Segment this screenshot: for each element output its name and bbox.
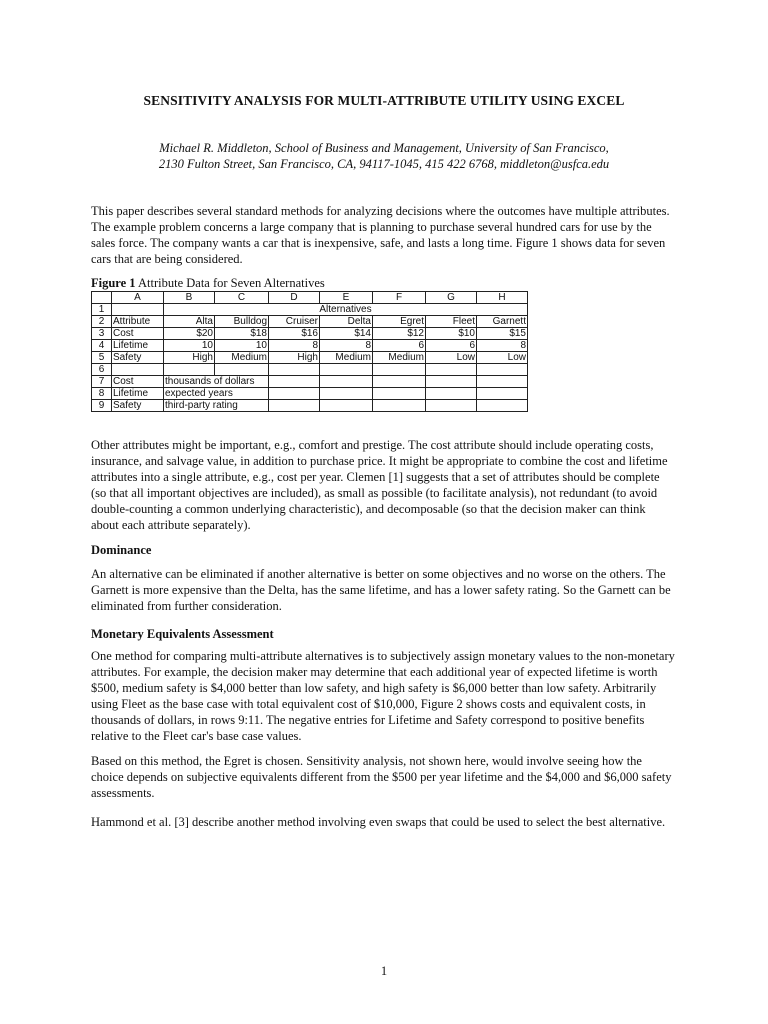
- cell: [320, 376, 373, 388]
- cell: [320, 388, 373, 400]
- cell: Attribute: [112, 316, 164, 328]
- row-number: 5: [92, 352, 112, 364]
- dominance-paragraph: [91, 566, 681, 614]
- egret-paragraph: [91, 753, 681, 801]
- unit-cell: expected years: [164, 388, 269, 400]
- text-line: Hammond et al. [3] describe another method involving even swaps that could be used to select the best alternative.: [91, 815, 666, 829]
- text-line: Other attributes might be important, e.g., comfort and prestige. The cost attribute should include operating costs,: [91, 438, 654, 452]
- unit-cell: thousands of dollars: [164, 376, 269, 388]
- cell: 8: [477, 340, 528, 352]
- table-row: [92, 328, 528, 340]
- cell: Cost: [112, 328, 164, 340]
- intro-paragraph: [91, 203, 681, 267]
- row-number: 6: [92, 364, 112, 376]
- cell: [477, 364, 528, 376]
- row-number: 7: [92, 376, 112, 388]
- cell: $18: [215, 328, 269, 340]
- table-row: [92, 352, 528, 364]
- row-number: 2: [92, 316, 112, 328]
- column-header: E: [320, 292, 373, 304]
- unit-cell: third-party rating: [164, 400, 269, 412]
- text-line: (so that all important objectives are included), as small as possible (to facilitate analysis), not redundant (to avoid: [91, 486, 658, 500]
- cell: 8: [320, 340, 373, 352]
- attributes-paragraph: [91, 437, 681, 533]
- cell: [426, 400, 477, 412]
- cell: High: [164, 352, 215, 364]
- cell: [215, 364, 269, 376]
- cell: [269, 364, 320, 376]
- text-line: using Fleet as the base case with total equivalent cost of $10,000, Figure 2 shows costs and equivalent costs, in: [91, 697, 646, 711]
- author-address: 2130 Fulton Street, San Francisco, CA, 94117-1045, 415 422 6768, middleton@usfca.edu: [158, 157, 610, 171]
- cell: Medium: [320, 352, 373, 364]
- cell: 10: [164, 340, 215, 352]
- column-header: D: [269, 292, 320, 304]
- cell: Medium: [215, 352, 269, 364]
- section-heading-dominance: Dominance: [91, 543, 152, 557]
- paper-title: SENSITIVITY ANALYSIS FOR MULTI-ATTRIBUTE UTILITY USING EXCEL: [143, 93, 625, 108]
- text-line: double-counting a common underlying characteristic), and decomposable (so that the decision maker can think: [91, 502, 646, 516]
- text-line: $500, medium safety is $4,000 better than low safety, and high safety is $6,000 better than low safety. Arbitrarily: [91, 681, 657, 695]
- text-line: One method for comparing multi-attribute alternatives is to subjectively assign monetary values to the non-monetary: [91, 649, 675, 663]
- text-line: Based on this method, the Egret is chosen. Sensitivity analysis, not shown here, would involve seeing how the: [91, 754, 642, 768]
- text-line: Garnett is more expensive than the Delta, has the same lifetime, and has a lower safety rating. So the Garnett can be: [91, 583, 671, 597]
- text-line: An alternative can be eliminated if another alternative is better on some objectives and no worse on the others. The: [91, 567, 666, 581]
- cell: [320, 364, 373, 376]
- column-header: C: [215, 292, 269, 304]
- cell: [477, 400, 528, 412]
- cell: 6: [426, 340, 477, 352]
- cell: [426, 364, 477, 376]
- row-number: 1: [92, 304, 112, 316]
- cell: [373, 376, 426, 388]
- figure-label: Figure 1: [91, 276, 136, 290]
- hammond-paragraph: [91, 814, 681, 830]
- cell: High: [269, 352, 320, 364]
- corner-cell: [92, 292, 112, 304]
- cell: [269, 376, 320, 388]
- cell: [426, 376, 477, 388]
- text-line: cars that are being considered.: [91, 252, 243, 266]
- cell: $16: [269, 328, 320, 340]
- cell: $10: [426, 328, 477, 340]
- cell: [112, 304, 164, 316]
- table-row: [92, 304, 528, 316]
- column-header: B: [164, 292, 215, 304]
- cell: $14: [320, 328, 373, 340]
- cell: Lifetime: [112, 340, 164, 352]
- row-number: 4: [92, 340, 112, 352]
- attribute-data-table: [91, 291, 528, 412]
- figure-caption: [91, 276, 325, 291]
- cell: 6: [373, 340, 426, 352]
- text-line: sales force. The company wants a car that is inexpensive, safe, and lasts a long time. Figure 1 shows data for seven: [91, 236, 666, 250]
- cell: $12: [373, 328, 426, 340]
- row-number: 3: [92, 328, 112, 340]
- section-heading-monetary: Monetary Equivalents Assessment: [91, 627, 274, 641]
- author-affiliation: Michael R. Middleton, School of Business and Management, University of San Francisco,: [159, 141, 609, 155]
- cell: [373, 388, 426, 400]
- cell: [164, 364, 215, 376]
- cell: Bulldog: [215, 316, 269, 328]
- table-row: [92, 388, 528, 400]
- text-line: The example problem concerns a large company that is planning to purchase several hundred cars for use by the: [91, 220, 652, 234]
- cell: Cost: [112, 376, 164, 388]
- table-row: [92, 316, 528, 328]
- cell: $15: [477, 328, 528, 340]
- cell: Safety: [112, 400, 164, 412]
- column-header: H: [477, 292, 528, 304]
- text-line: attributes. For example, the decision maker may determine that each additional year of expected lifetime is worth: [91, 665, 658, 679]
- cell: [320, 400, 373, 412]
- cell: Cruiser: [269, 316, 320, 328]
- table-row: [92, 340, 528, 352]
- column-header: G: [426, 292, 477, 304]
- cell: Medium: [373, 352, 426, 364]
- text-line: eliminated from further consideration.: [91, 599, 282, 613]
- cell: $20: [164, 328, 215, 340]
- cell: [477, 388, 528, 400]
- text-line: attributes into a single attribute, e.g., cost per year. Clemen [1] suggests that a set of attributes should be complete: [91, 470, 660, 484]
- cell: Delta: [320, 316, 373, 328]
- author-block: [0, 140, 768, 172]
- cell: [477, 376, 528, 388]
- text-line: assessments.: [91, 786, 155, 800]
- column-header: A: [112, 292, 164, 304]
- text-line: thousands of dollars, in rows 9:11. The negative entries for Lifetime and Safety correspond to positive benefits: [91, 713, 645, 727]
- cell: [373, 400, 426, 412]
- column-header: F: [373, 292, 426, 304]
- text-line: This paper describes several standard methods for analyzing decisions where the outcomes have multiple attributes.: [91, 204, 670, 218]
- text-line: choice depends on subjective equivalents different from the $500 per year lifetime and the $4,000 and $6,000 safety: [91, 770, 672, 784]
- text-line: insurance, and salvage value, in addition to purchase price. It might be appropriate to combine the cost and lifetime: [91, 454, 668, 468]
- alternatives-header: Alternatives: [164, 304, 528, 316]
- cell: Lifetime: [112, 388, 164, 400]
- cell: Fleet: [426, 316, 477, 328]
- cell: [269, 400, 320, 412]
- figure-caption-text: Attribute Data for Seven Alternatives: [135, 276, 325, 290]
- cell: [269, 388, 320, 400]
- cell: Low: [477, 352, 528, 364]
- cell: [373, 364, 426, 376]
- monetary-paragraph: [91, 648, 681, 744]
- table-row: [92, 376, 528, 388]
- table-row: [92, 400, 528, 412]
- row-number: 9: [92, 400, 112, 412]
- table-row: [92, 364, 528, 376]
- cell: Egret: [373, 316, 426, 328]
- row-number: 8: [92, 388, 112, 400]
- cell: Garnett: [477, 316, 528, 328]
- page-number: 1: [380, 964, 388, 978]
- cell: [112, 364, 164, 376]
- text-line: relative to the Fleet car's base case values.: [91, 729, 302, 743]
- column-header-row: [92, 292, 528, 304]
- cell: 10: [215, 340, 269, 352]
- cell: Safety: [112, 352, 164, 364]
- cell: 8: [269, 340, 320, 352]
- cell: [426, 388, 477, 400]
- text-line: about each attribute separately).: [91, 518, 251, 532]
- cell: Alta: [164, 316, 215, 328]
- cell: Low: [426, 352, 477, 364]
